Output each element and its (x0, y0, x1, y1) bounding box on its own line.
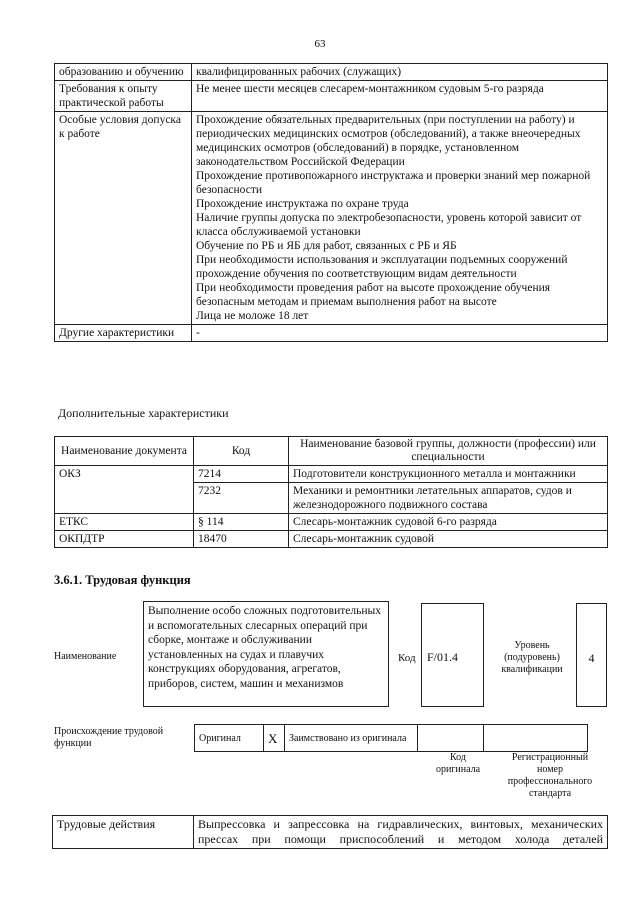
origin-table (194, 724, 588, 752)
reg-number-cell (484, 725, 588, 752)
table-header-row (55, 437, 608, 466)
req-key: Требования к опыту практической работы (55, 81, 192, 112)
req-key: Особые условия допуска к работе (55, 112, 192, 325)
table-row (55, 64, 608, 81)
req-line: При необходимости использования и эксплуатации подъемных сооружений прохождение обучения по соответствующим видам деятельности (196, 254, 568, 280)
table-row (55, 514, 608, 531)
name-cell: Подготовители конструкционного металла и монтажники (289, 466, 608, 483)
col-header-code: Код (194, 437, 289, 466)
name-label: Наименование (54, 651, 117, 662)
reg-number-label: Регистрационный номер профессионального стандарта (507, 752, 593, 799)
table-row (53, 816, 608, 849)
req-value: квалифицированных рабочих (служащих) (192, 64, 608, 81)
doc-cell: ЕТКС (55, 514, 194, 531)
col-header-doc: Наименование документа (55, 437, 194, 466)
req-line: Лица не моложе 18 лет (196, 310, 309, 322)
req-value (192, 112, 608, 325)
code-cell: 7232 (194, 483, 289, 514)
page-number: 63 (314, 38, 326, 50)
doc-cell: ОКПДТР (55, 531, 194, 548)
code-cell: § 114 (194, 514, 289, 531)
name-cell: Слесарь-монтажник судовой (289, 531, 608, 548)
level-label: Уровень (подуровень) квалификации (501, 640, 563, 675)
table-row (55, 531, 608, 548)
code-original-label: Код оригинала (435, 752, 481, 775)
function-code-box: F/01.4 (421, 603, 484, 707)
req-key: образованию и обучению (55, 64, 192, 81)
name-cell: Слесарь-монтажник судовой 6-го разряда (289, 514, 608, 531)
req-line: Прохождение противопожарного инструктажа и проверки знаний мер пожарной безопасности (196, 170, 591, 196)
actions-value (194, 816, 608, 849)
col-header-name: Наименование базовой группы, должности (профессии) или специальности (289, 437, 608, 466)
original-label: Оригинал (195, 725, 264, 752)
original-mark: X (264, 725, 285, 752)
function-title: 3.6.1. Трудовая функция (54, 573, 191, 587)
code-cell: 7214 (194, 466, 289, 483)
doc-cell: ОКЗ (55, 466, 194, 514)
code-original-cell (418, 725, 484, 752)
req-line: Обучение по РБ и ЯБ для работ, связанных с РБ и ЯБ (196, 240, 457, 252)
req-line: При необходимости проведения работ на высоте прохождение обучения безопасным методам и приемам выполнения работ на высоте (196, 282, 551, 308)
req-line: Прохождение обязательных предварительных (при поступлении на работу) и периодических медицинских осмотров (обследований), а также внеочередных медицинских осмотров (обследований) в порядке, установленном законодательством Российской Федерации (196, 114, 581, 168)
actions-line: прессах при помощи приспособлений и методом холода деталей (198, 832, 603, 846)
additional-table (54, 436, 608, 548)
table-row (55, 81, 608, 112)
code-label: Код (398, 652, 416, 664)
requirements-table (54, 63, 608, 342)
req-value: Не менее шести месяцев слесарем-монтажником судовым 5-го разряда (192, 81, 608, 112)
actions-table (52, 815, 608, 849)
table-row (195, 725, 588, 752)
function-name-box: Выполнение особо сложных подготовительных и вспомогательных слесарных операций при сборке, монтаже и обслуживании установленных на судах и плавучих конструкциях оборудования, агрегатов, приборов, систем, машин и механизмов (143, 601, 389, 707)
req-key: Другие характеристики (55, 325, 192, 342)
table-row (55, 466, 608, 483)
req-line: Прохождение инструктажа по охране труда (196, 198, 409, 210)
actions-label: Трудовые действия (53, 816, 194, 849)
code-cell: 18470 (194, 531, 289, 548)
additional-title: Дополнительные характеристики (58, 406, 229, 420)
name-cell: Механики и ремонтники летательных аппаратов, судов и железнодорожного подвижного состава (289, 483, 608, 514)
actions-line: Выпрессовка и запрессовка на гидравлических, винтовых, механических (198, 817, 603, 831)
borrowed-label: Заимствовано из оригинала (285, 725, 418, 752)
req-value: - (192, 325, 608, 342)
table-row (55, 112, 608, 325)
origin-label: Происхождение трудовой функции (54, 726, 164, 749)
table-row (55, 325, 608, 342)
level-box: 4 (576, 603, 607, 707)
req-line: Наличие группы допуска по электробезопасности, уровень которой зависит от класса обслуживаемой установки (196, 212, 582, 238)
